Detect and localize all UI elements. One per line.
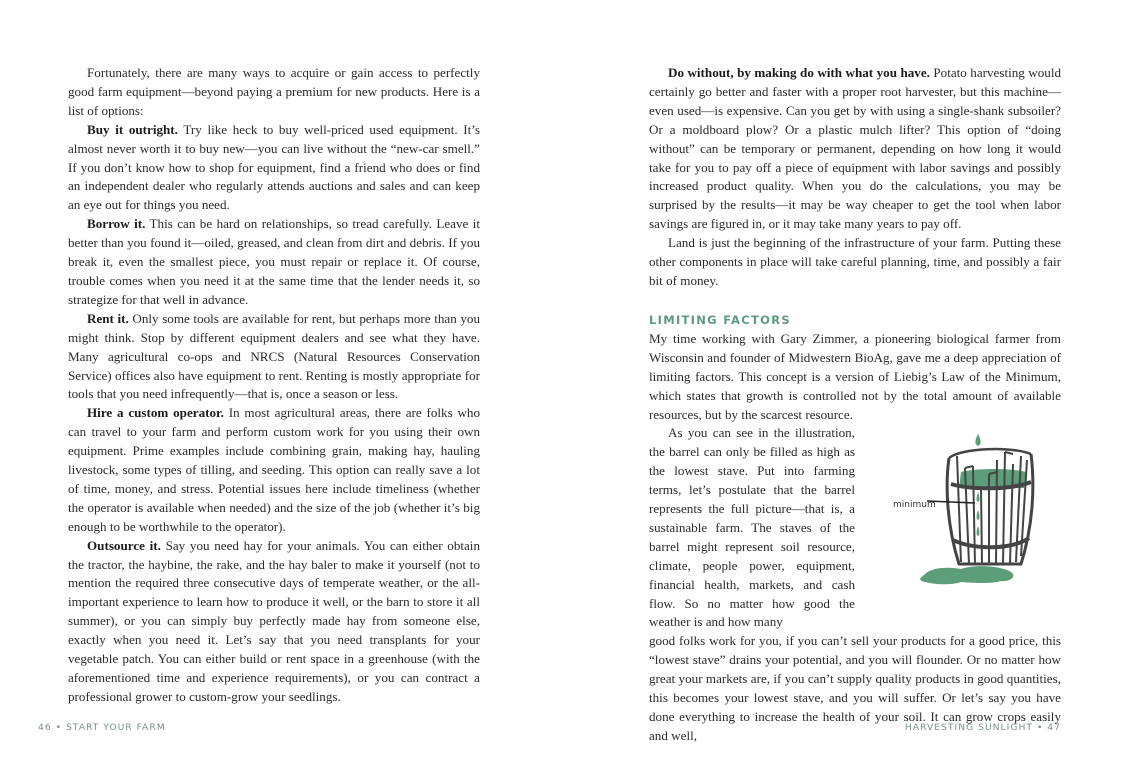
page-footer-right [905,722,1061,733]
footer-separator: • [1036,722,1044,733]
barrel-icon [861,426,1061,596]
barrel-illustration [861,426,1061,596]
paragraph-continuation: good folks work for you, if you can’t sell your products for a good price, this “lowest stave” drains your potential, and you will flounder. Or no matter how great your markets are, if you can’t supply quality products in good quantities, this becomes your lowest stave, and you will suffer. Or let’s say you have done everything to increase the health of your soil. It can grow crops easily and well, [649,633,1061,743]
left-page [0,0,564,768]
left-page-body [68,64,480,707]
paragraph-text: Fortunately, there are many ways to acquire or gain access to perfectly good farm equipment—beyond paying a premium for new products. Here is a list of options: [68,65,480,118]
paragraph-lead: Borrow it. [87,216,146,232]
paragraph-lead: Outsource it. [87,537,161,553]
page-number: 47 [1047,722,1061,733]
water-puddle [920,567,1013,585]
water-drop [975,434,980,446]
water-drip [977,510,980,520]
page-number: 46 [38,722,52,733]
paragraph-text: Land is just the beginning of the infrastructure of your farm. Putting these other components in place will take careful planning, time, and possibly a fair bit of money. [649,235,1061,288]
water-drip [977,492,980,502]
paragraph-illustration: As you can see in the illustration, the barrel can only be filled as high as the lowest stave. Put into farming terms, let’s postulate that the barrel represents the full picture—that is, a sustainable farm. The staves of the barrel might represent soil resource, climate, people power, equipment, financial health, markets, and cash flow. So no matter how good the weather is and how many [649,425,855,630]
paragraph-borrow-it [68,215,480,310]
paragraph-lead: Hire a custom operator. [87,405,224,421]
right-page-body [649,64,1061,746]
paragraph-rent-it [68,310,480,405]
paragraph-limiting-factors-intro: My time working with Gary Zimmer, a pioneering biological farmer from Wisconsin and founder of Midwestern BioAg, gave me a deep appreciation of limiting factors. This concept is a version of Liebig’s Law of the Minimum, which states that growth is controlled not by the total amount of available resources, but by the scarcest resource. [649,330,1061,422]
paragraph-land [649,234,1061,291]
paragraph-text: In most agricultural areas, there are folks who can travel to your farm and perform custom work for you using their own equipment. Prime examples include combining grain, making hay, hauling livestock, some types of tilling, and seeding. This option can really save a lot of time, money, and stress. Potential issues here include timeliness (whether the operator is available when needed) and the size of the job (whether it’s big enough to be worthwhile to the operator). [68,405,480,534]
paragraph-lead: Buy it outright. [87,121,178,137]
paragraph-text: Say you need hay for your animals. You can either obtain the tractor, the haybine, the rake, and the hay baler to make it yourself (not to mention the required three consecutive days of temperate weather, or the all-important experience to learn how to produce it well, or the barn to store it all summer), or you can simply buy perfectly made hay from someone else, exactly when you need it. Let’s say that you need transplants for your vegetable patch. You can either build or rent space in a greenhouse (with the aforementioned time and experience requirements), or you can contract a professional grower to custom-grow your seedlings. [68,537,480,704]
paragraph-text: Only some tools are available for rent, but perhaps more than you might think. Stop by different equipment dealers and see what they have. Many agricultural co-ops and NRCS (Natural Resources Conservation Service) offices also have equipment to rent. Renting is mostly appropriate for tools that you need infrequently—that is, once a season or less. [68,310,480,402]
page-footer-left [38,722,166,733]
paragraph-text: Potato harvesting would certainly go better and faster with a proper root harvester, but this machine—even used—is expensive. Can you get by with using a single-shank subsoiler? Or a moldboard plow? Or a plastic mulch lifter? This option of “doing without” can be temporary or permanent, depending on how long it would take for you to pay off a piece of equipment with labor savings and possibly increased product quality. When you do the calculations, you may be surprised by the results—it may be way cheaper to get the tool when labor savings are figured in, or it may take many years to pay off. [649,65,1062,232]
paragraph-text: Try like heck to buy well-priced used equipment. It’s almost never worth it to buy new—you can live without the “new-car smell.” If you don’t know how to shop for equipment, find a friend who does or find an independent dealer who regularly attends auctions and sales and can keep an eye out for things you need. [68,121,480,213]
running-head: HARVESTING SUNLIGHT [904,722,1034,733]
section-heading: LIMITING FACTORS [649,312,791,327]
paragraph-lead: Rent it. [87,310,129,326]
water-drip [977,526,980,536]
paragraph-lead: Do without, by making do with what you have. [668,65,930,80]
paragraph-outsource-it [68,537,480,707]
illustration-label-minimum: minimum [893,500,936,511]
running-head: START YOUR FARM [65,722,166,733]
paragraph-do-without [649,64,1061,234]
right-page [565,0,1129,768]
paragraph-hire-custom-operator [68,404,480,536]
paragraph-intro [68,64,480,121]
footer-separator: • [55,722,63,733]
paragraph-buy-it-outright [68,121,480,216]
paragraph-text: This can be hard on relationships, so tread carefully. Leave it better than you found it—oiled, greased, and clean from dirt and debris. If you break it, even the smallest piece, you must repair or replace it. Of course, trouble comes when you need it at the same time that the lender needs it, so strategize for that well in advance. [68,216,481,307]
